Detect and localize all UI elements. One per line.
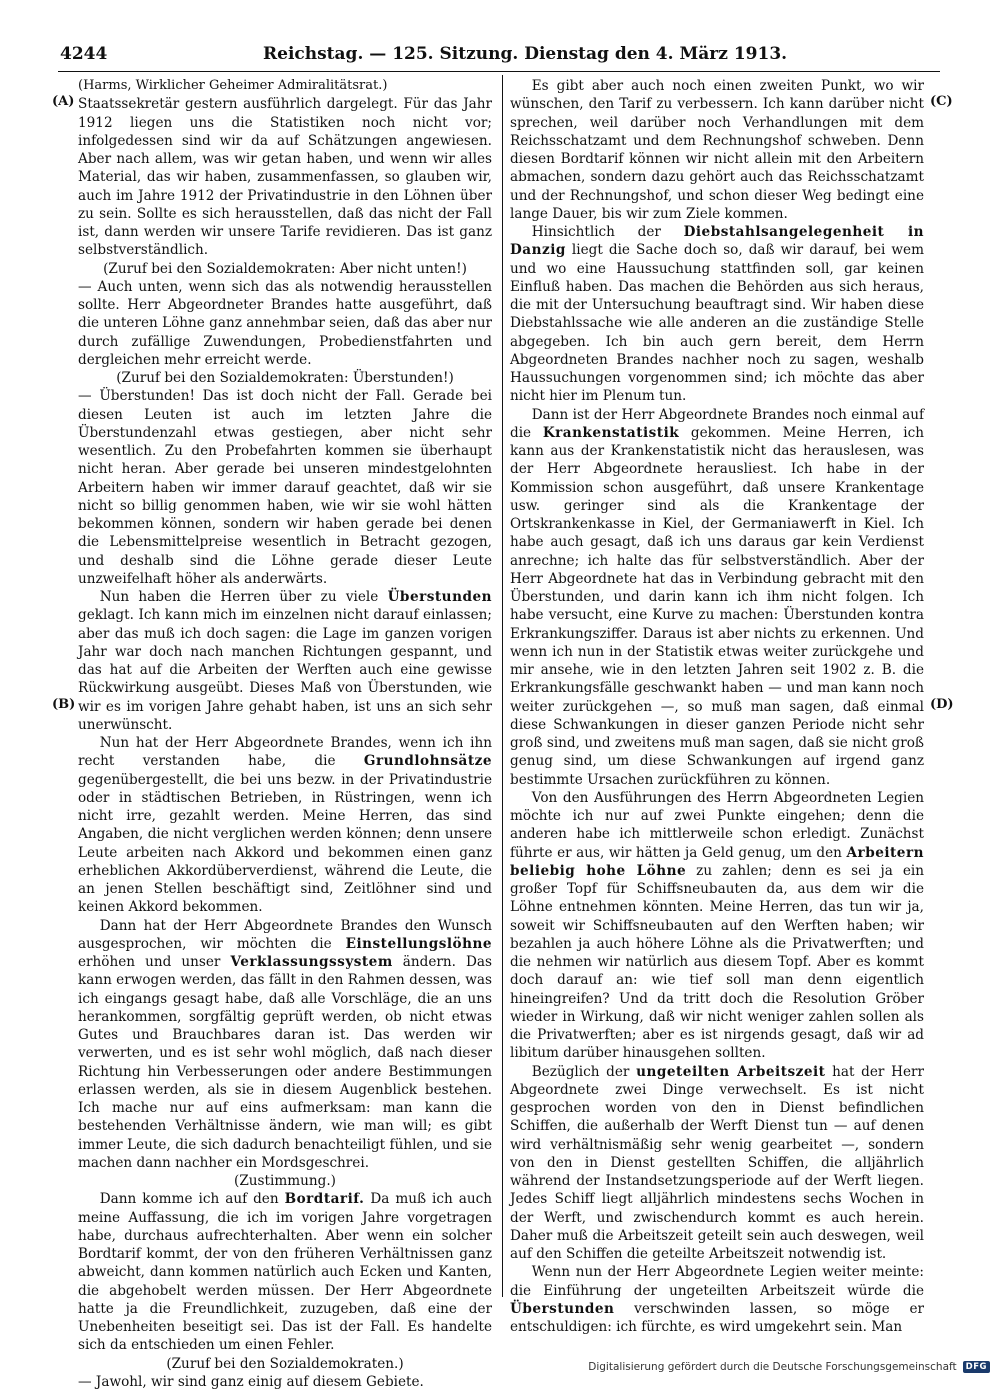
right-column xyxy=(510,77,924,1336)
text-run: Wenn nun der Herr Abgeordnete Legien weiter meinte: die Einführung der ungeteilten Arbeitszeit würde die xyxy=(510,1264,924,1299)
paragraph xyxy=(78,917,492,1173)
page-running-title: Reichstag. — 125. Sitzung. Dienstag den 4. März 1913. xyxy=(263,44,788,64)
emphasis: Verklassungssystem xyxy=(230,954,393,970)
paragraph: — Jawohl, wir sind ganz einig auf diesem Gebiete. xyxy=(78,1373,424,1390)
margin-marker-b: (B) xyxy=(52,697,76,712)
text-run: geklagt. Ich kann mich im einzelnen nicht darauf einlassen; aber das muß ich doch sagen: die Lage im ganzen vorigen Jahr war doch nach manchen Richtungen gespannt, und das hat auf die Arbeiten der Werften auch eine gewisse Rückwirkung ausgeübt. Dieses Maß von Überstunden, wie wir es im vorigen Jahre gehabt haben, ist uns an sich sehr unerwünscht. xyxy=(78,607,492,733)
text-run: Dann hat der Herr Abgeordnete Brandes den Wunsch ausgesprochen, wir möchten die xyxy=(78,917,492,952)
paragraph xyxy=(510,223,924,406)
text-run: Dann komme ich auf den xyxy=(99,1191,285,1208)
paragraph: — Überstunden! Das ist doch nicht der Fall. Gerade bei diesen Leuten ist auch im letzten Jahre die Überstundenzahl etwas gestiegen, aber nicht sehr wesentlich. Zu den Probefahrten kommen sie überhaupt nicht heran. Aber gerade bei unseren mindestgelohnten Arbeitern haben wir immer darauf geachtet, daß wir sie nicht so billig genommen haben, wie wir sie wohl hätten bekommen können, sondern wir haben gerade bei denen die Lebensmittelpreise wesentlich in Betracht gezogen, und deshalb sind die Löhne gerade dieser Leute unzweifelhaft höher als anderwärts. xyxy=(78,388,492,587)
page-number: 4244 xyxy=(60,44,108,64)
paragraph xyxy=(510,406,924,789)
paragraph xyxy=(78,1190,492,1354)
dfg-logo: DFG xyxy=(963,1361,990,1373)
text-run: erhöhen und unser xyxy=(78,954,231,970)
text-run: ändern. Das kann erwogen werden, das fällt in den Rahmen dessen, was ich eingangs gesagt habe, daß alle Vorschläge, die an uns herankommen, sorgfältig geprüft werden, ob nicht etwas Gutes und Brauchbares daran ist. Das werden wir verwerten, und es ist sehr wohl möglich, daß nach dieser Richtung hin Verbesserungen oder andere Bestimmungen erlassen werden, als sie in diesem Augenblick bestehen. Ich mache nur auf eins aufmerksam: man kann die bestehenden Verhältnisse ändern, wie man will; es gibt immer Leute, die sich dadurch benachteiligt fühlen, und sie machen dann nachher ein Mordsgeschrei. xyxy=(78,954,492,1171)
emphasis: Grundlohnsätze xyxy=(363,753,492,770)
text-run: gekommen. Meine Herren, ich kann aus der Krankenstatistik nicht das herauslesen, was der Herr Abgeordnete herausliest. Ich habe in der Kommission schon ausgeführt, daß unsere Krankentage usw. geringer sind als die Krankentage der Ortskrankenkasse in Kiel, der Germaniawerft in Kiel. Ich habe auch gesagt, daß ich uns daraus gar kein Verdienst anrechne; ich halte das für selbstverständlich. Aber der Herr Abgeordnete hat das in Verbindung gebracht mit den Überstunden, und darin kann ich ihm nicht folgen. Ich habe versucht, eine Kurve zu machen: Überstunden kontra Erkrankungsziffer. Daraus ist aber nichts zu erkennen. Und wenn ich nun in der Statistik etwas weiter zurückgehe und mir ansehe, wie in den letzten Jahren seit 1902 z. B. die Erkrankungsfälle geschwankt haben — und man kann noch weiter zurückgehen —, so muß man sagen, daß einmal diese Schwankungen in dieser ganzen Periode nicht sehr groß sind, und zweitens muß man sagen, daß sie nicht groß genug sind, um diese Schwankungen auf irgend ganz bestimmte Ursachen zurückführen zu können. xyxy=(510,424,924,788)
emphasis: Arbeitern beliebig hohe Löhne xyxy=(510,844,924,879)
text-run: Da muß ich auch meine Auffassung, die ich im vorigen Jahre vorgetragen habe, durchaus aufrechterhalten. Aber wenn ein solcher Bordtarif kommt, der von den früheren Verhältnissen ganz abweicht, dann kommen natürlich auch Ecken und Kanten, die abgehobelt werden müssen. Der Herr Abgeordnete hatte ja die Freundlichkeit, zuzugeben, daß eine der Unebenheiten beseitigt sei. Das ist der Fall. Es handelte sich da entschieden um einen Fehler. xyxy=(78,1191,492,1354)
paragraph xyxy=(510,1063,924,1264)
text-run: Dann ist der Herr Abgeordnete Brandes noch einmal auf die xyxy=(510,406,924,441)
header-rule xyxy=(58,71,940,72)
emphasis: Bordtarif. xyxy=(284,1191,365,1208)
digitization-credit xyxy=(588,1361,990,1373)
emphasis: Überstunden xyxy=(387,589,492,605)
emphasis: Überstunden xyxy=(510,1300,615,1317)
text-run: verschwinden lassen, so möge er entschuldigen: ich fürchte, es wird umgekehrt sein. Man xyxy=(510,1300,924,1335)
left-column xyxy=(78,77,492,1391)
text-run: Nun haben die Herren über zu viele xyxy=(99,589,388,605)
page-header xyxy=(60,44,940,68)
paragraph xyxy=(510,1263,924,1336)
interjection: (Zuruf bei den Sozialdemokraten: Überstunden!) xyxy=(116,370,454,386)
text-run: Von den Ausführungen des Herrn Abgeordneten Legien möchte ich nur auf zwei Punkte eingehen; denn die anderen habe ich mittlerweile schon erledigt. Zunächst führte er aus, wir hätten ja Geld genug, um den xyxy=(510,789,924,861)
paragraph: — Auch unten, wenn sich das als notwendig herausstellen sollte. Herr Abgeordneter Brandes hatte ausgeführt, daß die unteren Löhne ganz annehmbar seien, daß das aber nur durch zufällige Zuwendungen, Probedienstfahrten und dergleichen mehr erreicht werde. xyxy=(78,278,492,368)
credit-text: Digitalisierung gefördert durch die Deutsche Forschungsgemeinschaft xyxy=(588,1361,957,1373)
interjection: (Zuruf bei den Sozialdemokraten.) xyxy=(166,1355,404,1372)
interjection: (Zustimmung.) xyxy=(234,1173,336,1189)
paragraph xyxy=(510,789,924,1063)
emphasis: Einstellungslöhne xyxy=(345,935,492,952)
margin-marker-a: (A) xyxy=(52,94,75,109)
text-run: zu zahlen; denn es sei ja ein großer Topf für Schiffsneubauten da, aus dem wir die Löhne entnehmen könnten. Meine Herren, das tun wir ja, soweit wir Schiffsneubauten auf den Werften haben; wir bezahlen ja auch höhere Löhne als die Privatwerften; und die nehmen wir natürlich aus diesem Topf. Aber es kommt doch darauf an: wie tief soll man denn eigentlich hineingreifen? Und da tritt doch die Resolution Gröber wieder in Wirkung, daß wir nicht weniger zahlen sollen als die Privatwerften; aber es ist nirgends gesagt, daß wir ad libitum darüber hinausgehen sollten. xyxy=(510,862,924,1062)
column-divider xyxy=(502,75,503,1297)
paragraph xyxy=(78,734,492,917)
emphasis: Diebstahlsangelegenheit in Danzig xyxy=(510,224,925,259)
margin-marker-c: (C) xyxy=(930,94,953,109)
text-run: liegt die Sache doch so, daß wir darauf, bei wem und wo eine Haussuchung stattfinden soll, gar keinen Einfluß haben. Das machen die Behörden aus sich heraus, die mit der Untersuchung beauftragt sind. Wir haben diese Diebstahlssache wie alle anderen an die zuständige Stelle abgegeben. Ich bin auch gern bereit, dem Herrn Abgeordneten Brandes nachher noch zu sagen, weshalb Haussuchungen vorgenommen sind; ich möchte das aber nicht hier im Plenum tun. xyxy=(510,242,924,405)
emphasis: Krankenstatistik xyxy=(542,424,680,441)
margin-marker-d: (D) xyxy=(930,697,954,712)
emphasis: ungeteilten Arbeitszeit xyxy=(636,1063,826,1080)
paragraph: Es gibt aber auch noch einen zweiten Punkt, wo wir wünschen, den Tarif zu verbessern. Ich kann darüber nicht sprechen, weil darüber noch Verhandlungen mit dem Reichsschatzamt und dem Rechnungshof schweben. Denn diesen Bordtarif können wir nicht allein mit den Arbeitern abmachen, sondern dazu gehört auch das Reichsschatzamt und der Rechnungshof, und schon dieser Weg bedingt eine lange Dauer, bis wir zum Ziele kommen. xyxy=(510,78,924,222)
paragraph xyxy=(78,588,492,734)
text-run: Nun hat der Herr Abgeordnete Brandes, wenn ich ihn recht verstanden habe, die xyxy=(78,735,492,770)
text-run: Hinsichtlich der xyxy=(531,224,684,240)
interjection: (Zuruf bei den Sozialdemokraten: Aber nicht unten!) xyxy=(103,260,467,277)
text-run: gegenübergestellt, die bei uns bezw. in der Privatindustrie oder in städtischen Betrieben, in Rüstringen, wenn ich nicht irre, gezahlt werden. Meine Herren, das sind Angaben, die nicht verglichen werden können; denn unsere Leute arbeiten nach Akkord und bekommen einen ganz erheblichen Akkordüberverdienst, während die Leute, die an jenen Stellen beschäftigt sind, Zeitlöhner sind und keinen Akkord bekommen. xyxy=(78,771,492,916)
text-run: Bezüglich der xyxy=(531,1063,637,1080)
paragraph: Staatssekretär gestern ausführlich dargelegt. Für das Jahr 1912 liegen uns die Statistiken noch nicht vor; infolgedessen sind wir da auf Schätzungen angewiesen. Aber nach allem, was wir getan haben, und wenn wir alles Material, das wir haben, zusammenfassen, so glauben wir, auch im Jahre 1912 der Privatindustrie in den Löhnen über zu sein. Sollte es sich herausstellen, daß das nicht der Fall ist, dann werden wir unsere Tarife revidieren. Das ist ganz selbstverständlich. xyxy=(78,96,492,259)
text-run: hat der Herr Abgeordnete zwei Dinge verwechselt. Es ist nicht gesprochen worden von den in Dienst befindlichen Schiffen, die außerhalb der Werft Dienst tun — auf denen wird verhältnismäßig sehr wenig gearbeitet —, sondern von den in Dienst gestellten Schiffen, die alljährlich während der Instandsetzungsperiode auf der Werft liegen. Jedes Schiff liegt alljährlich mindestens sechs Wochen in der Werft, und zwischendurch kommt es auch herein. Daher muß die Arbeitszeit geteilt sein auch deswegen, weil auf den Schiffen die geteilte Arbeitszeit notwendig ist. xyxy=(510,1063,924,1262)
speaker-attribution: (Harms, Wirklicher Geheimer Admiralitätsrat.) xyxy=(78,78,388,93)
